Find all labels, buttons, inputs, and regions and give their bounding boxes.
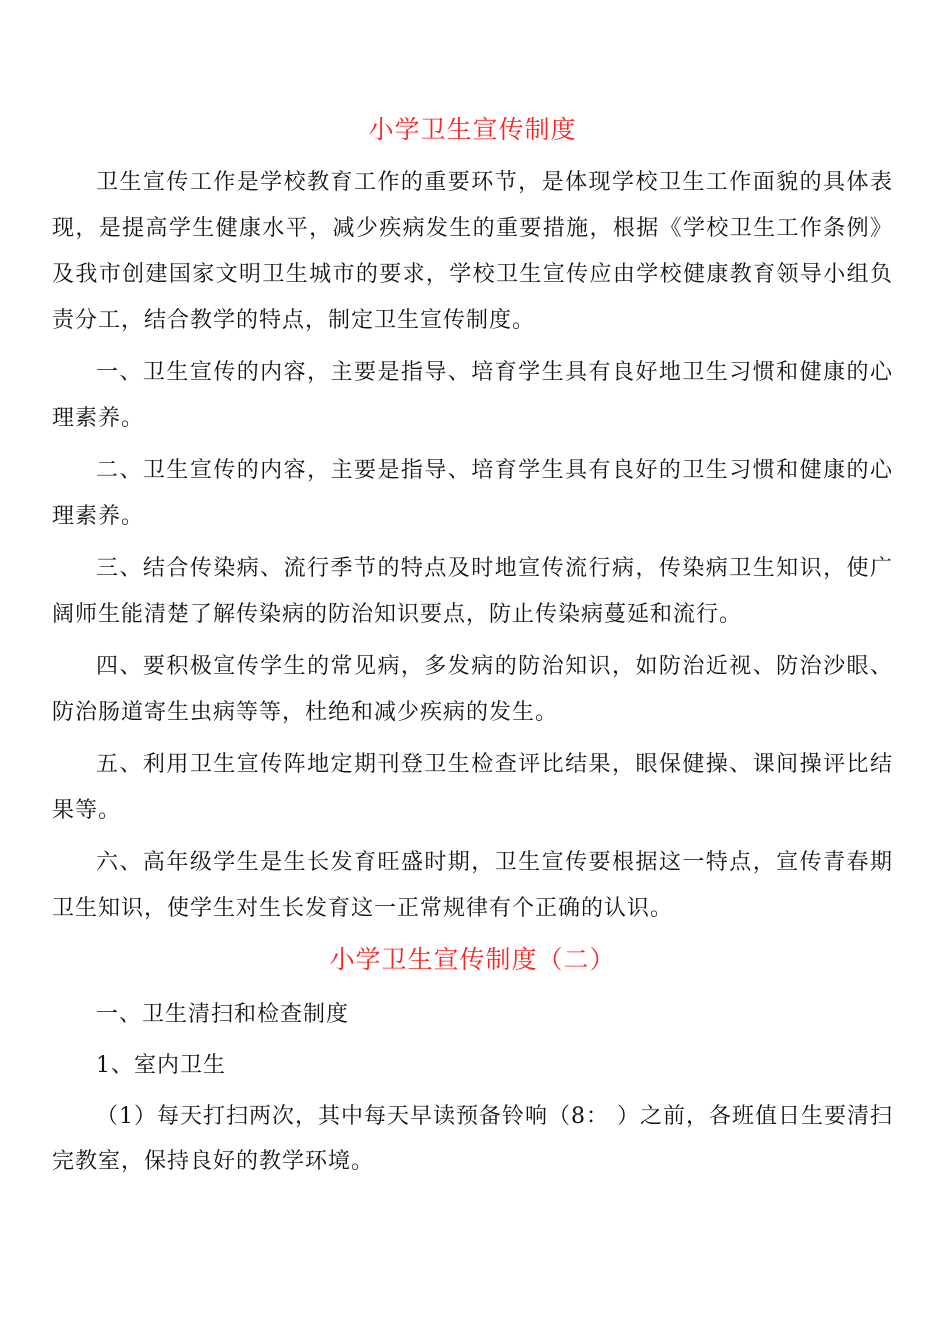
rule-paragraph-4: 四、要积极宣传学生的常见病，多发病的防治知识，如防治近视、防治沙眼、防治肠道寄生虫病等等，杜绝和减少疾病的发生。: [52, 654, 893, 725]
section-2-heading: 一、卫生清扫和检查制度: [96, 1002, 350, 1027]
section-2-title: 小学卫生宣传制度（二）: [329, 945, 616, 974]
section-2-subheading: 1、室内卫生: [96, 1053, 226, 1078]
rule-paragraph-1: 一、卫生宣传的内容，主要是指导、培育学生具有良好地卫生习惯和健康的心理素养。: [52, 360, 893, 431]
rule-paragraph-6: 六、高年级学生是生长发育旺盛时期，卫生宣传要根据这一特点，宣传青春期卫生知识，使学生对生长发育这一正常规律有个正确的认识。: [52, 850, 893, 921]
section-2-paragraph: （1）每天打扫两次，其中每天早读预备铃响（8： ）之前，各班值日生要清扫完教室，保持良好的教学环境。: [52, 1104, 893, 1174]
intro-paragraph: 卫生宣传工作是学校教育工作的重要环节，是体现学校卫生工作面貌的具体表现，是提高学生健康水平，减少疾病发生的重要措施，根据《学校卫生工作条例》及我市创建国家文明卫生城市的要求，学校卫生宣传应由学校健康教育领导小组负责分工，结合教学的特点，制定卫生宣传制度。: [52, 170, 893, 333]
document-title: 小学卫生宣传制度: [368, 115, 577, 144]
rule-paragraph-2: 二、卫生宣传的内容，主要是指导、培育学生具有良好的卫生习惯和健康的心理素养。: [52, 458, 893, 529]
rule-paragraph-5: 五、利用卫生宣传阵地定期刊登卫生检查评比结果，眼保健操、课间操评比结果等。: [52, 752, 893, 823]
rule-paragraph-3: 三、结合传染病、流行季节的特点及时地宣传流行病，传染病卫生知识，使广阔师生能清楚了解传染病的防治知识要点，防止传染病蔓延和流行。: [52, 556, 893, 627]
